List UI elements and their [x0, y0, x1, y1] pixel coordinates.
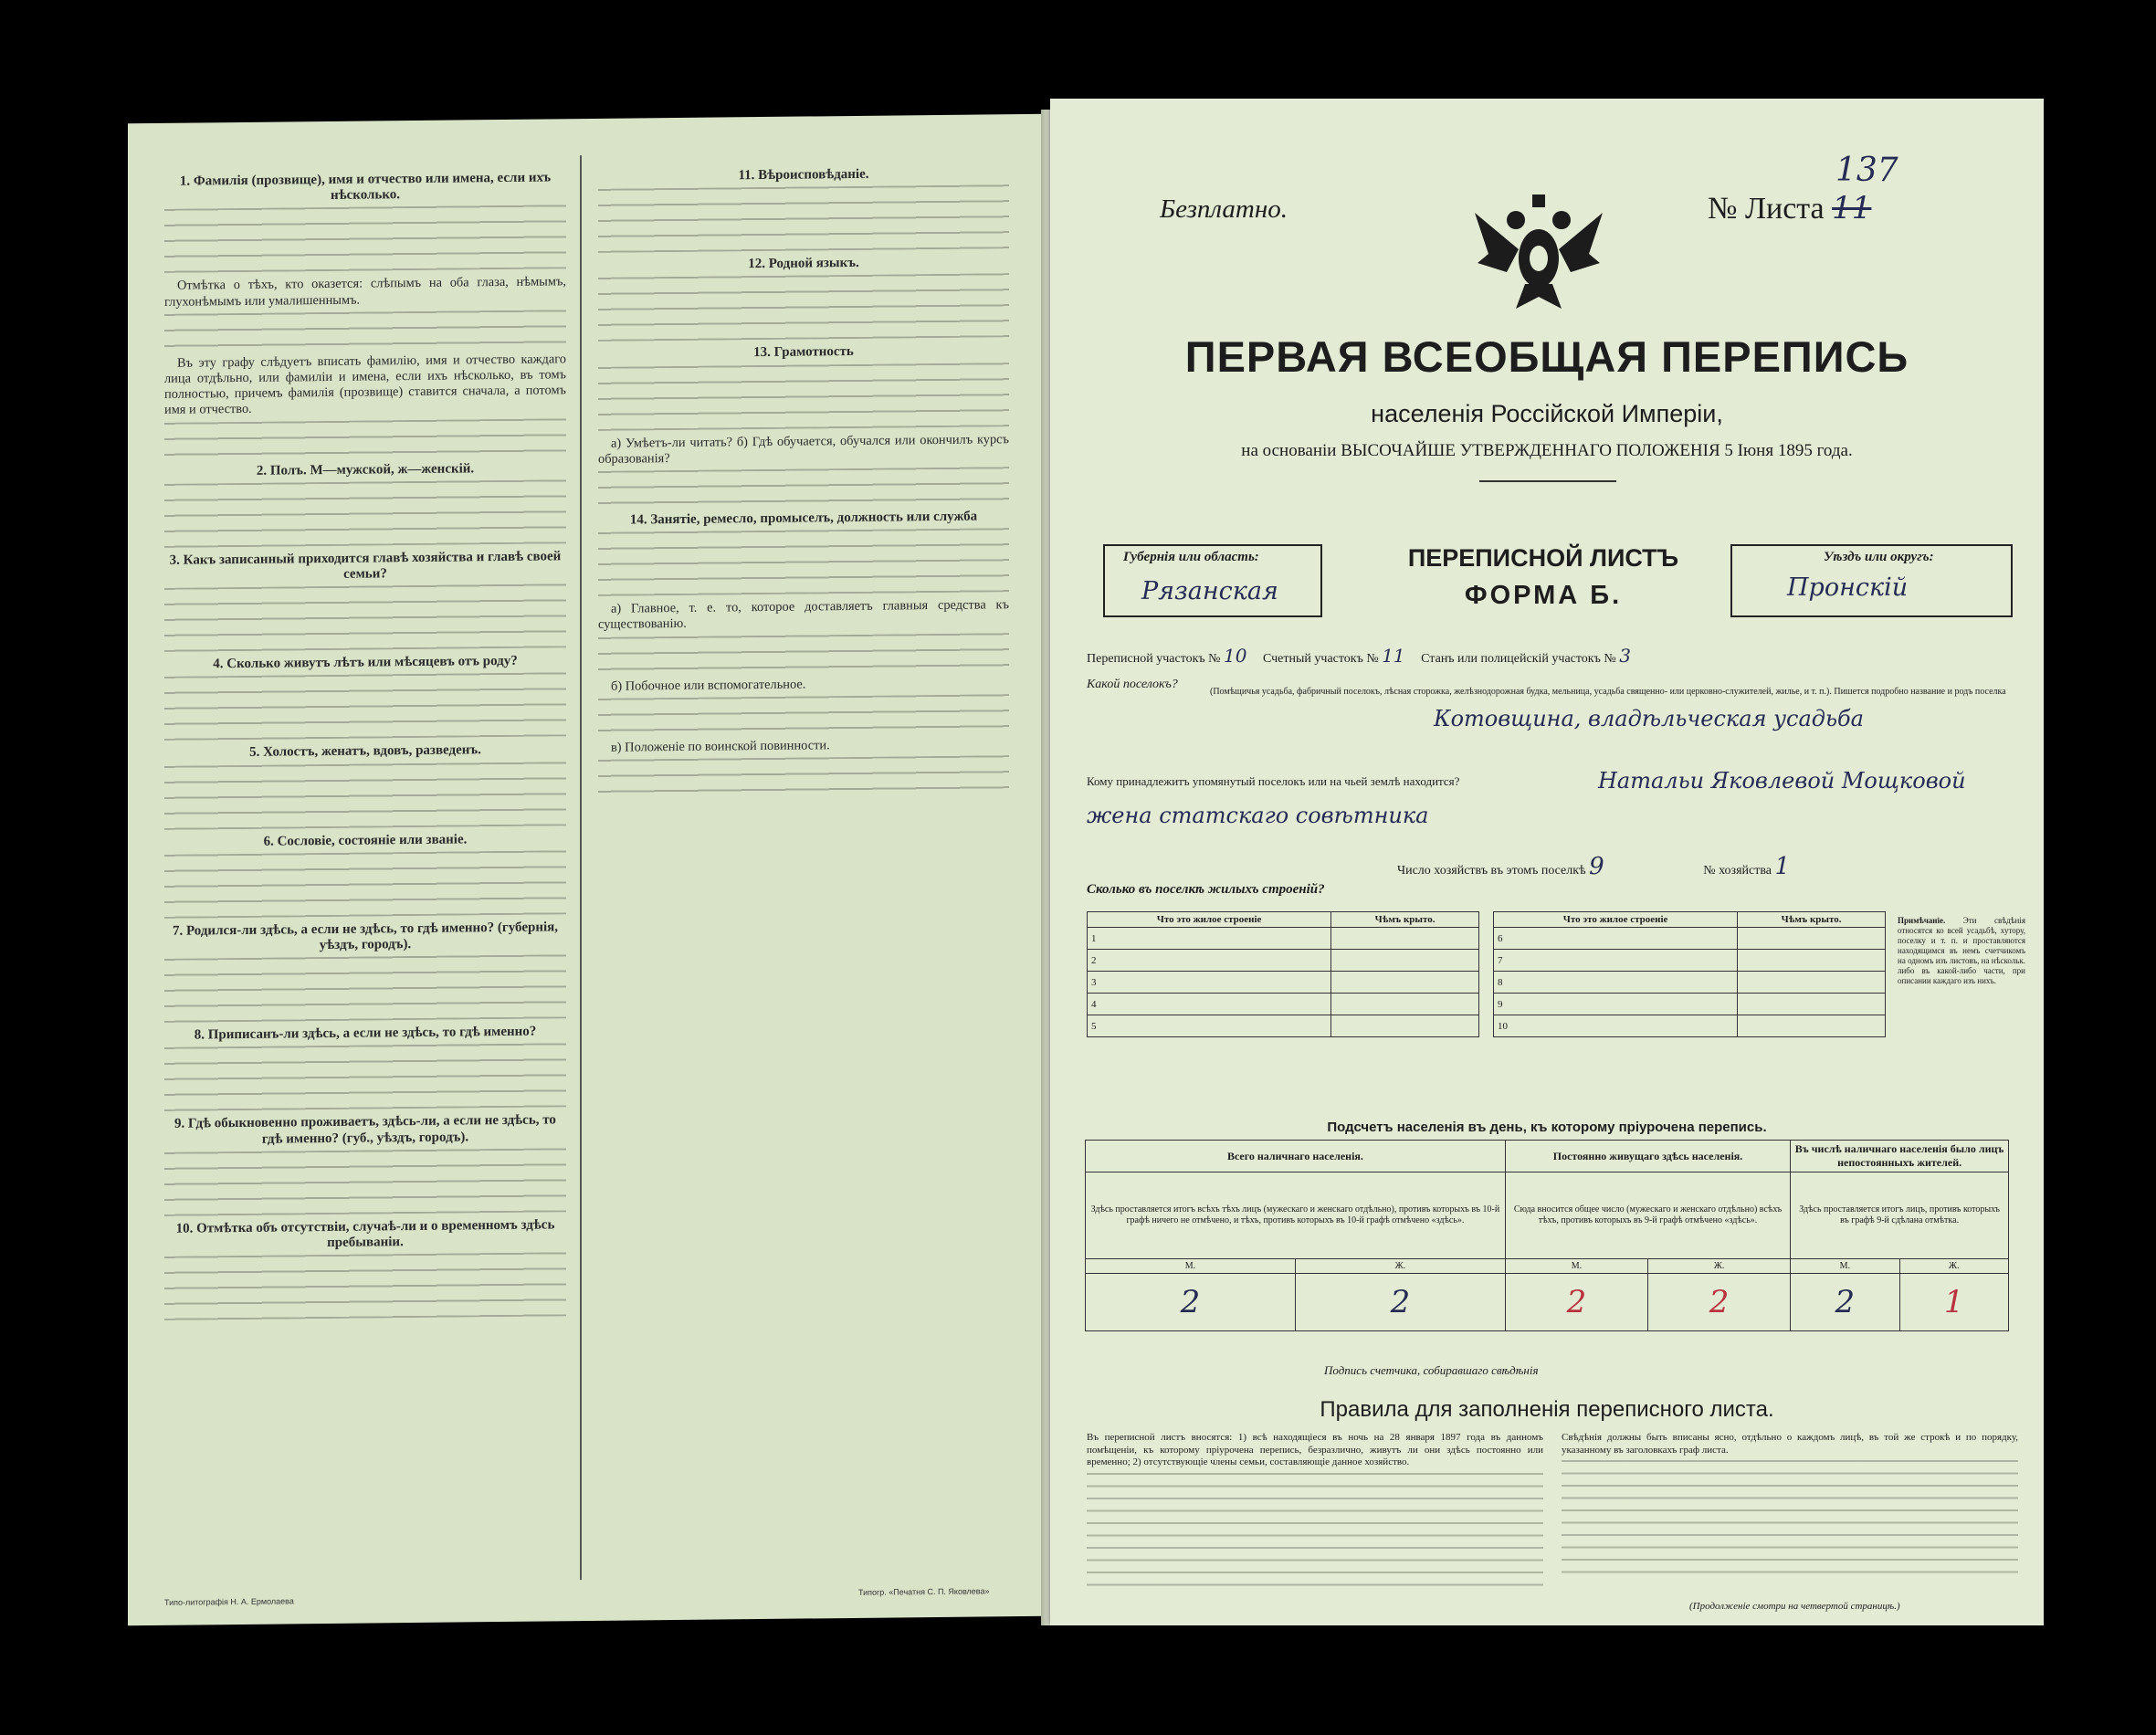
- note-title: Примѣчаніе.: [1898, 916, 1946, 925]
- building-roof-cell: [1738, 928, 1886, 950]
- summary-title: Подсчетъ населенія въ день, къ которому пріурочена перепись.: [1327, 1120, 1767, 1135]
- archive-number: 137: [1835, 152, 1898, 189]
- print-filler: [598, 694, 1009, 735]
- building-number: 6: [1494, 928, 1738, 950]
- sex-label: Ж.: [1295, 1259, 1505, 1274]
- page-title: ПЕРВАЯ ВСЕОБЩАЯ ПЕРЕПИСЬ: [1184, 332, 1909, 381]
- buildings-table-right: [1493, 911, 1886, 1037]
- buildings-header-kind: Что это жилое строеніе: [1088, 912, 1331, 928]
- print-filler: [598, 274, 1009, 342]
- left-page: [128, 114, 1050, 1626]
- buildings-header-kind: Что это жилое строеніе: [1494, 912, 1738, 928]
- sex-label: Ж.: [1648, 1259, 1791, 1274]
- summary-column-desc: Здѣсь проставляется итогъ лицъ, противъ которыхъ въ графѣ 9-й сдѣлана отмѣтка.: [1791, 1172, 2009, 1259]
- owner-label: Кому принадлежитъ упомянутый поселокъ или на чьей землѣ находится?: [1087, 774, 1460, 788]
- print-filler: [164, 1253, 566, 1321]
- print-filler: [164, 850, 566, 919]
- building-number: 2: [1088, 950, 1331, 972]
- police-section-value: 3: [1619, 645, 1631, 667]
- population-count: 1: [1899, 1274, 2008, 1331]
- rules-left-column: Въ переписной листъ вносятся: 1) всѣ находящіеся въ ночь на 28 января 1897 года въ данномъ помѣщеніи, къ которому пріурочена перепись, безразлично, живутъ ли они здѣсь постоянно или временно; 2) отсутствующіе члены семьи, составляющіе данное хозяйство.: [1087, 1432, 1543, 1592]
- sheet-number-value: 11: [1832, 190, 1872, 226]
- district-value: Пронскій: [1787, 573, 1909, 602]
- building-row: [1088, 994, 1479, 1015]
- population-count: 2: [1648, 1274, 1791, 1331]
- sex-label: М.: [1505, 1259, 1647, 1274]
- paragraph: Въ эту графу слѣдуетъ вписать фамилію, имя и отчество каждаго лица отдѣльно, или фамиліи и имена, если ихъ нѣсколько, въ томъ полностью, причемъ фамилія (прозвище) ставится сначала, а потомъ имя и отчество.: [164, 352, 566, 418]
- buildings-header-roof: Чѣмъ крыто.: [1738, 912, 1886, 928]
- building-number: 9: [1494, 994, 1738, 1015]
- section-heading: 4. Сколько живутъ лѣтъ или мѣсяцевъ отъ роду?: [213, 654, 518, 672]
- legal-basis: на основаніи ВЫСОЧАЙШЕ УТВЕРЖДЕННАГО ПОЛОЖЕНІЯ 5 Іюня 1895 года.: [1241, 441, 1853, 460]
- building-row: [1088, 1015, 1479, 1037]
- building-roof-cell: [1738, 994, 1886, 1015]
- building-row: [1494, 994, 1886, 1015]
- building-number: 8: [1494, 972, 1738, 994]
- print-filler: [598, 633, 1009, 674]
- section-heading: 12. Родной языкъ.: [748, 256, 859, 272]
- form-title: ПЕРЕПИСНОЙ ЛИСТЪ: [1407, 544, 1679, 572]
- print-filler: [598, 184, 1009, 253]
- sheet-number-label: № Листа 11: [1708, 190, 1872, 226]
- summary-column-head: Постоянно живущаго здѣсь населенія.: [1505, 1141, 1790, 1172]
- building-number: 5: [1088, 1015, 1331, 1037]
- province-label: Губернія или область:: [1123, 550, 1259, 564]
- section-heading: 10. Отмѣтка объ отсутствіи, случаѣ-ли и о временномъ здѣсь пребываніи.: [175, 1217, 555, 1251]
- population-count: 2: [1295, 1274, 1505, 1331]
- settlement-label: Какой поселокъ?: [1087, 678, 1178, 691]
- sex-label: М.: [1791, 1259, 1899, 1274]
- sections-line: Переписной участокъ № 10 Счетный участокъ № 11 Станъ или полицейскій участокъ № 3: [1087, 645, 1631, 667]
- settlement-hint: (Помѣщичья усадьба, фабричный поселокъ, лѣсная сторожка, желѣзнодорожная будка, мельница, усадьба священно- или церковно-служителей, жилье, и т. п.). Пишется подробно название и родъ поселка: [1210, 687, 2006, 697]
- district-label: Уѣздъ или округъ:: [1824, 550, 1934, 564]
- section-heading: 14. Занятіе, ремесло, промыселъ, должность или служба: [629, 509, 978, 528]
- free-label: Безплатно.: [1160, 195, 1288, 224]
- print-filler: [164, 1044, 566, 1112]
- population-count: 2: [1505, 1274, 1647, 1331]
- building-row: [1494, 972, 1886, 994]
- print-filler: [164, 479, 566, 548]
- buildings-table-left: [1087, 911, 1479, 1037]
- count-section-value: 11: [1382, 645, 1405, 667]
- rule-divider: [1479, 480, 1616, 482]
- building-row: [1088, 950, 1479, 972]
- households-value: 9: [1589, 853, 1604, 880]
- rules-continuation: (Продолженіе смотри на четвертой страницѣ.): [1689, 1601, 1900, 1612]
- printer-footer-right: Типогр. «Печатня С. П. Яковлева»: [858, 1586, 990, 1597]
- section-heading: 9. Гдѣ обыкновенно проживаетъ, здѣсь-ли, а если не здѣсь, то гдѣ именно? (губ., уѣздъ, городъ).: [174, 1112, 556, 1147]
- print-filler: [164, 584, 566, 652]
- print-filler: [1562, 1460, 2018, 1579]
- page-subtitle: населенія Россійской Имперіи,: [1371, 400, 1723, 427]
- section-heading: 6. Сословіе, состояніе или званіе.: [263, 832, 468, 849]
- building-roof-cell: [1331, 994, 1479, 1015]
- building-number: 10: [1494, 1015, 1738, 1037]
- population-count: 2: [1086, 1274, 1296, 1331]
- building-roof-cell: [1738, 972, 1886, 994]
- section-heading: 8. Приписанъ-ли здѣсь, а если не здѣсь, то гдѣ именно?: [194, 1024, 537, 1043]
- printer-footer-left: Типо-литографія Н. А. Ермолаева: [164, 1596, 294, 1607]
- summary-column-head: Въ числѣ наличнаго населенія было лицъ непостоянныхъ жителей.: [1791, 1141, 2009, 1172]
- building-roof-cell: [1738, 950, 1886, 972]
- building-row: [1088, 928, 1479, 950]
- signature-label: Подпись счетчика, собиравшаго свѣдѣнія: [1324, 1363, 1539, 1377]
- building-row: [1494, 1015, 1886, 1037]
- buildings-header-roof: Чѣмъ крыто.: [1331, 912, 1479, 928]
- paragraph: а) Умѣетъ-ли читать? б) Гдѣ обучается, обучался или окончилъ курсъ образованія?: [598, 431, 1009, 467]
- households-line: Число хозяйствъ въ этомъ поселкѣ 9 № хозяйства 1: [1397, 853, 1791, 880]
- print-filler: [164, 310, 566, 351]
- rules-right-column: Свѣдѣнія должны быть вписаны ясно, отдѣльно о каждомъ лицѣ, въ той же строкѣ и по порядку, указанному въ заголовкахъ граф листа.: [1562, 1432, 2018, 1579]
- print-filler: [164, 762, 566, 830]
- print-filler: [164, 673, 566, 741]
- double-headed-eagle-icon: [1470, 185, 1607, 313]
- building-number: 7: [1494, 950, 1738, 972]
- building-roof-cell: [1331, 950, 1479, 972]
- building-row: [1088, 972, 1479, 994]
- population-count: 2: [1791, 1274, 1899, 1331]
- building-row: [1494, 928, 1886, 950]
- province-value: Рязанская: [1141, 577, 1278, 605]
- print-filler: [598, 467, 1009, 508]
- section-heading: 13. Грамотность: [753, 344, 854, 361]
- buildings-label: Сколько въ поселкѣ жилыхъ строеній?: [1087, 882, 1325, 897]
- section-heading: 7. Родился-ли здѣсь, а если не здѣсь, то гдѣ именно? (губернія, уѣздъ, городъ).: [172, 920, 559, 953]
- column-divider: [580, 155, 582, 1580]
- paragraph: б) Побочное или вспомогательное.: [611, 677, 806, 694]
- building-number: 4: [1088, 994, 1331, 1015]
- district-box: [1730, 544, 2013, 617]
- print-filler: [164, 1148, 566, 1216]
- owner-value: Натальи Яковлевой Мощковой жена статскаго совѣтника: [1087, 768, 1966, 828]
- print-filler: [598, 363, 1009, 431]
- building-row: [1494, 950, 1886, 972]
- section-heading: 11. Вѣроисповѣданіе.: [738, 166, 869, 184]
- section-heading: 3. Какъ записанный приходится главѣ хозяйства и главѣ своей семьи?: [169, 549, 562, 582]
- print-filler: [598, 755, 1009, 796]
- household-number-value: 1: [1774, 853, 1791, 880]
- summary-column-desc: Сюда вносится общее число (мужескаго и женскаго отдѣльно) всѣхъ тѣхъ, противъ которыхъ въ 9-й графѣ отмѣчено «здѣсь».: [1505, 1172, 1790, 1259]
- print-filler: [164, 205, 566, 274]
- census-section-value: 10: [1224, 645, 1247, 667]
- print-filler: [164, 418, 566, 459]
- building-roof-cell: [1331, 1015, 1479, 1037]
- left-column-2: [598, 160, 1009, 802]
- paragraph: а) Главное, т. е. то, которое доставляетъ главныя средства къ существованію.: [598, 597, 1009, 633]
- right-page: [1050, 99, 2044, 1625]
- paragraph: в) Положеніе по воинской повинности.: [611, 738, 830, 755]
- note-block: [1898, 916, 2025, 986]
- summary-column-head: Всего наличнаго населенія.: [1086, 1141, 1506, 1172]
- building-roof-cell: [1738, 1015, 1886, 1037]
- population-summary-table: [1085, 1140, 2009, 1331]
- sex-label: М.: [1086, 1259, 1296, 1274]
- print-filler: [598, 528, 1009, 596]
- building-number: 3: [1088, 972, 1331, 994]
- note-text: Эти свѣдѣнія относятся ко всей усадьбѣ, хутору, поселку и т. п. и проставляются находящимся въ немъ счетчикомъ на одномъ изъ листовъ, на нѣскольк. либо въ какой-либо части, при описании каждаго изъ нихъ.: [1898, 916, 2026, 985]
- section-heading: 2. Полъ. М—мужской, ж—женскій.: [256, 460, 475, 478]
- building-roof-cell: [1331, 928, 1479, 950]
- form-subtitle: ФОРМА Б.: [1464, 581, 1623, 610]
- rules-title: Правила для заполненія переписного листа.: [1320, 1397, 1774, 1422]
- building-roof-cell: [1331, 972, 1479, 994]
- province-box: [1103, 544, 1322, 617]
- print-filler: [164, 955, 566, 1024]
- section-heading: 5. Холостъ, женатъ, вдовъ, разведенъ.: [249, 742, 481, 761]
- summary-column-desc: Здѣсь проставляется итогъ всѣхъ тѣхъ лицъ (мужескаго и женскаго отдѣльно), противъ которыхъ въ 10-й графѣ ничего не отмѣчено, и тѣхъ, противъ которыхъ въ 10-й графѣ отмѣчено «здѣсь».: [1086, 1172, 1506, 1259]
- sex-label: Ж.: [1899, 1259, 2008, 1274]
- settlement-value: Котовщина, владѣльческая усадьба: [1434, 706, 1864, 731]
- building-number: 1: [1088, 928, 1331, 950]
- left-column-1: [164, 164, 566, 1326]
- paragraph: Отмѣтка о тѣхъ, кто оказется: слѣпымъ на оба глаза, нѣмымъ, глухонѣмымъ или умалишеннымъ.: [164, 274, 566, 310]
- section-heading: 1. Фамилія (прозвище), имя и отчество или имена, если ихъ нѣсколько.: [179, 170, 552, 204]
- print-filler: [1087, 1473, 1543, 1592]
